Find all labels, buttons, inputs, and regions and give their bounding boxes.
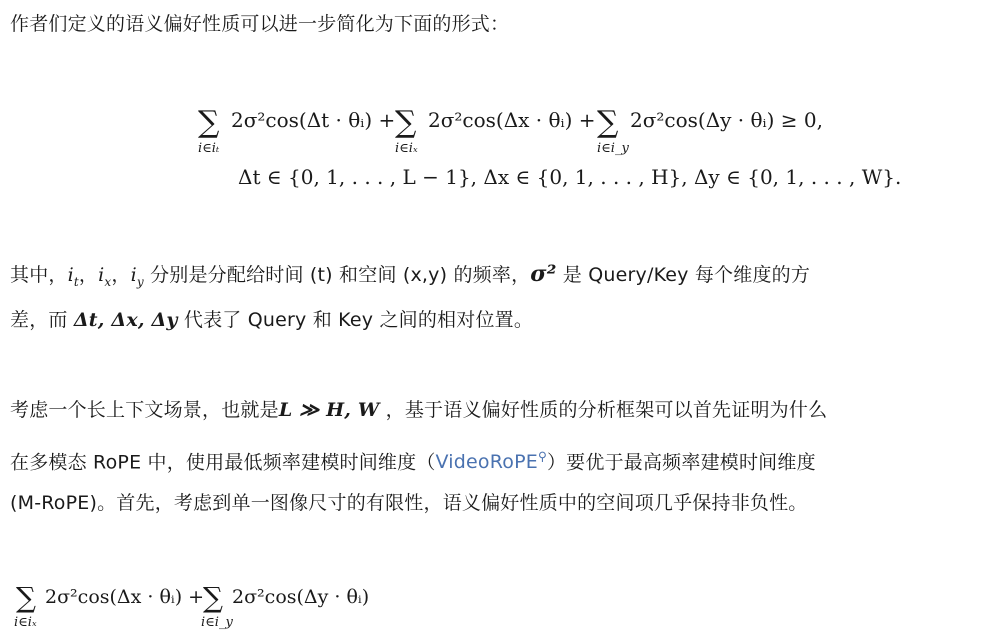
sum-symbol-y-2: ∑ bbox=[203, 581, 223, 614]
sum-subscript-y: i∈i_y bbox=[597, 141, 629, 156]
p1-line2-prefix: 差，而 bbox=[10, 309, 74, 331]
videorope-link-text[interactable]: VideoRoPE bbox=[435, 451, 538, 474]
intro-text: 作者们定义的语义偏好性质可以进一步简化为下面的形式： bbox=[10, 13, 510, 35]
sum-symbol-x: ∑ bbox=[395, 105, 417, 140]
paragraph-2-line-2 bbox=[10, 435, 816, 484]
p1-sep-1: ， bbox=[78, 264, 99, 286]
equation-2-term-x: 2σ²cos(Δx · θᵢ) + bbox=[45, 586, 205, 608]
paragraph-2-line-3: (M-RoPE)。首先，考虑到单一图像尺寸的有限性，语义偏好性质中的空间项几乎保持非负性。 bbox=[10, 492, 808, 514]
p1-middle: 分别是分配给时间 (t) 和空间 (x,y) 的频率， bbox=[143, 264, 531, 286]
paragraph-1-line-2 bbox=[10, 298, 533, 342]
equation-term-t: 2σ²cos(Δt · θᵢ) + bbox=[231, 108, 396, 132]
sum-subscript-x-2: i∈iₓ bbox=[14, 615, 37, 630]
equation-1-range-line: Δt ∈ {0, 1, . . . , L − 1}, Δx ∈ {0, 1, . . . , H}, Δy ∈ {0, 1, . . . , W}. bbox=[238, 165, 902, 189]
equation-term-x: 2σ²cos(Δx · θᵢ) + bbox=[428, 108, 596, 132]
var-it-sub: t bbox=[73, 274, 79, 289]
p2-prefix: 考虑一个长上下文场景，也就是 bbox=[10, 399, 279, 421]
long-context-condition: L ≫ H, W bbox=[278, 399, 380, 421]
sum-subscript-t: i∈iₜ bbox=[198, 141, 220, 156]
p2-suffix: ，基于语义偏好性质的分析框架可以首先证明为什么 bbox=[379, 399, 828, 421]
paragraph-1-line-1 bbox=[10, 252, 810, 304]
sigma-squared: σ² bbox=[530, 261, 557, 287]
sum-subscript-x: i∈iₓ bbox=[395, 141, 418, 156]
sum-symbol-t: ∑ bbox=[198, 105, 220, 140]
equation-term-y: 2σ²cos(Δy · θᵢ) ≥ 0, bbox=[630, 108, 823, 132]
paragraph-2-line-1 bbox=[10, 388, 827, 432]
p2-line2-suffix: ）要优于最高频率建模时间维度 bbox=[546, 451, 816, 474]
sum-symbol-x-2: ∑ bbox=[16, 581, 36, 614]
videorope-link[interactable] bbox=[436, 451, 547, 473]
var-ix-base: i bbox=[98, 264, 105, 286]
p2-line2-prefix: 在多模态 RoPE 中，使用最低频率建模时间维度（ bbox=[10, 451, 436, 474]
var-iy bbox=[130, 264, 144, 289]
p1-line2-suffix: 代表了 Query 和 Key 之间的相对位置。 bbox=[177, 309, 534, 331]
p1-sep-2: ， bbox=[111, 264, 131, 286]
var-iy-sub: y bbox=[136, 274, 144, 289]
p1-suffix: 是 Query/Key 每个维度的方 bbox=[556, 264, 811, 286]
var-it-base: i bbox=[67, 264, 74, 286]
delta-variables: Δt, Δx, Δy bbox=[73, 309, 178, 331]
sum-subscript-y-2: i∈i_y bbox=[201, 615, 233, 630]
var-ix bbox=[98, 264, 112, 289]
var-it bbox=[67, 264, 79, 289]
equation-2-term-y: 2σ²cos(Δy · θᵢ) bbox=[232, 586, 370, 608]
var-iy-base: i bbox=[130, 264, 137, 286]
sum-symbol-y: ∑ bbox=[597, 105, 619, 140]
search-icon[interactable]: ⚲ bbox=[537, 450, 547, 464]
var-ix-sub: x bbox=[104, 274, 112, 289]
p1-prefix: 其中， bbox=[10, 264, 68, 286]
